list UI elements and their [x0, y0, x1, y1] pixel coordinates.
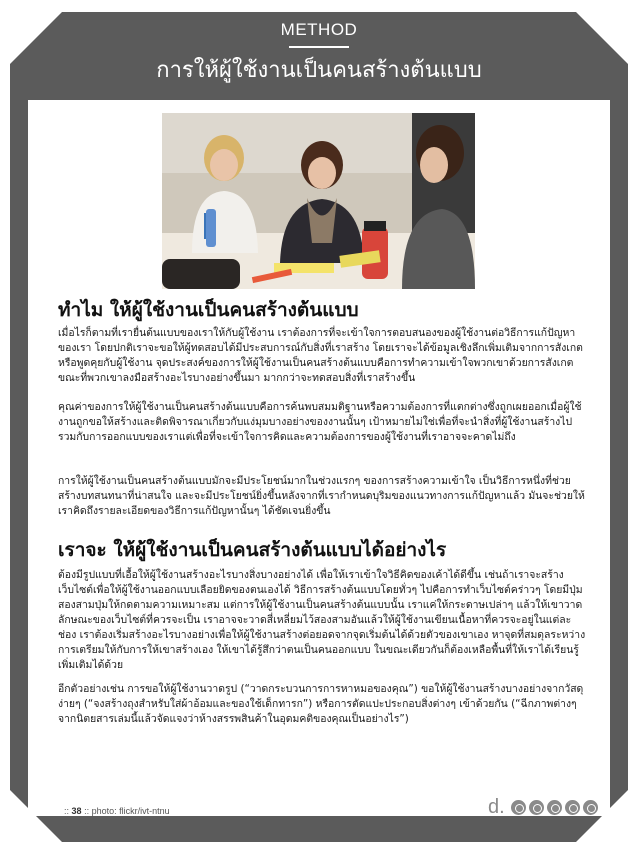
- mode-icon-2: [529, 800, 544, 815]
- page-title: การให้ผู้ใช้งานเป็นคนสร้างต้นแบบ: [156, 58, 482, 83]
- why-paragraph-2: คุณค่าของการให้ผู้ใช้งานเป็นคนสร้างต้นแบบคือการค้นพบสมมติฐานหรือความต้องการที่แตกต่างซึ่งถูกเผยออกเมื่อผู้ใช้งานถูกขอให้สร้างและติดพิจารณาเกี่ยวกับแง่มุมบางอย่างของงานนั้นๆ เป้าหมายไม่ใช่เพื่อที่จะนำสิ่งที่ผู้ใช้งานสร้างไปรวมกับการออกแบบของเราแต่เพื่อที่จะเข้าใจการคิดและความต้องการของผู้ใช้งานที่เราอาจจะคาดไม่ถึง: [58, 401, 582, 443]
- mode-icon-5: [583, 800, 598, 815]
- footer-credit: [64, 806, 170, 816]
- why-paragraph-1: เมื่อไรก็ตามที่เรายื่นต้นแบบของเราให้กับผู้ใช้งาน เราต้องการที่จะเข้าใจการตอบสนองของผู้ใช้งานต่อวิธีการแก้ปัญหาของเรา โดยปกติเราจะขอให้ผู้ทดสอบได้มีประสบการณ์กับสิ่งที่เราสร้าง โดยเราจะได้ข้อมูลเชิงลึกเพิ่มเติมจากการสังเกตหรือพูดคุยกับผู้ใช้งาน จุดประสงค์ของการให้ผู้ใช้งานเป็นคนสร้างต้นแบบคือการทำความเข้าใจพวกเขาด้วยการสังเกตขณะที่พวกเขาลงมือสร้างอะไรบางอย่างขึ้นมา มากกว่าจะทดสอบสิ่งที่เราสร้างขึ้น: [58, 327, 583, 384]
- footer-separator: ::: [84, 806, 90, 816]
- how-paragraph-2: อีกตัวอย่างเช่น การขอให้ผู้ใช้งานวาดรูป (“วาดกระบวนการการหาหมอของคุณ”) ขอให้ผู้ใช้งานสร้างบางอย่างจากวัสดุง่ายๆ (“จงสร้างถุงสำหรับใส่ผ้าอ้อมและของใช้เด็กทารก”) หรือการตัดแปะประกอบสิ่งต่างๆ เข้าด้วยกัน (“ฉีกภาพต่างๆจากนิตยสารเล่มนี้แล้วจัดแจงว่าห้างสรรพสินค้าในอุดมคติของคุณเป็นอย่างไร”): [58, 683, 584, 725]
- workshop-photo: [162, 113, 475, 289]
- brand-letter: d.: [488, 796, 505, 818]
- workshop-illustration: [162, 113, 475, 289]
- header-divider: [289, 46, 349, 48]
- how-paragraph-1: ต้องมีรูปแบบที่เอื้อให้ผู้ใช้งานสร้างอะไรบางสิ่งบางอย่างได้ เพื่อให้เราเข้าใจวิธีคิดของเค้าได้ดีขึ้น เช่นถ้าเราจะสร้างเว็บไซต์เพื่อให้ผู้ใช้งานออกแบบเลือยยิดของตนเองได้ วิธีการสร้างต้นแบบโดยทั่วๆ ไปคือการทำเว็บไซต์คร่าวๆ โดยมีปุ่มสองสามปุ่มให้กดตามความเหมาะสม แต่การให้ผู้ใช้งานเป็นคนสร้างต้นแบบนั้น เราแค่ให้กระดาษเปล่าๆ แล้วให้เขาวาดลักษณะของเว็บไซต์ที่ควรจะเป็น เราอาจจะวาดสี่เหลี่ยมไว้สองสามอันแล้วให้ผู้ใช้งานเขียนเนื้อหาที่ควรจะอยู่ในแต่ละช่อง เราต้องเริ่มสร้างอะไรบางอย่างเพื่อให้ผู้ใช้งานสร้างต่อยอดจากจุดเริ่มต้นได้ด้วยตัวของเขาเอง หาจุดที่สมดุลระหว่างการเตรียมให้กับการให้เขาสร้างเอง ให้เขาได้รู้สึกว่าตนเป็นคนออกแบบ ในขณะเดียวกันก็ต้องเหลือพื้นที่ให้เราได้เรียนรู้เพิ่มเติมได้ด้วย: [58, 569, 586, 671]
- mode-icon-4: [565, 800, 580, 815]
- footer-prefix: ::: [64, 806, 70, 816]
- method-label: METHOD: [280, 20, 358, 39]
- why-paragraph-3: การให้ผู้ใช้งานเป็นคนสร้างต้นแบบมักจะมีประโยชน์มากในช่วงแรกๆ ของการสร้างความเข้าใจ เป็นวิธีการหนึ่งที่ช่วยสร้างบทสนทนาที่น่าสนใจ และจะมีประโยชน์ยิ่งขึ้นหลังจากที่เรากำหนดบุริมของแนวทางการแก้ปัญหาแล้ว มันจะช่วยให้เราคิดถึงรายละเอียดของวิธีการแก้ปัญหานั้นๆ ได้ชัดเจนยิ่งขึ้น: [58, 475, 585, 517]
- brand-logo: [488, 796, 598, 819]
- photo-credit: photo: flickr/ivt-ntnu: [91, 806, 170, 816]
- page-number: 38: [71, 806, 82, 816]
- mode-icon-3: [547, 800, 562, 815]
- section-heading-how: เราจะ ให้ผู้ใช้งานเป็นคนสร้างต้นแบบได้อย่างไร: [58, 539, 447, 561]
- mode-icon-1: [511, 800, 526, 815]
- section-heading-why: ทำไม ให้ผู้ใช้งานเป็นคนสร้างต้นแบบ: [58, 299, 359, 321]
- content-panel: [28, 100, 610, 816]
